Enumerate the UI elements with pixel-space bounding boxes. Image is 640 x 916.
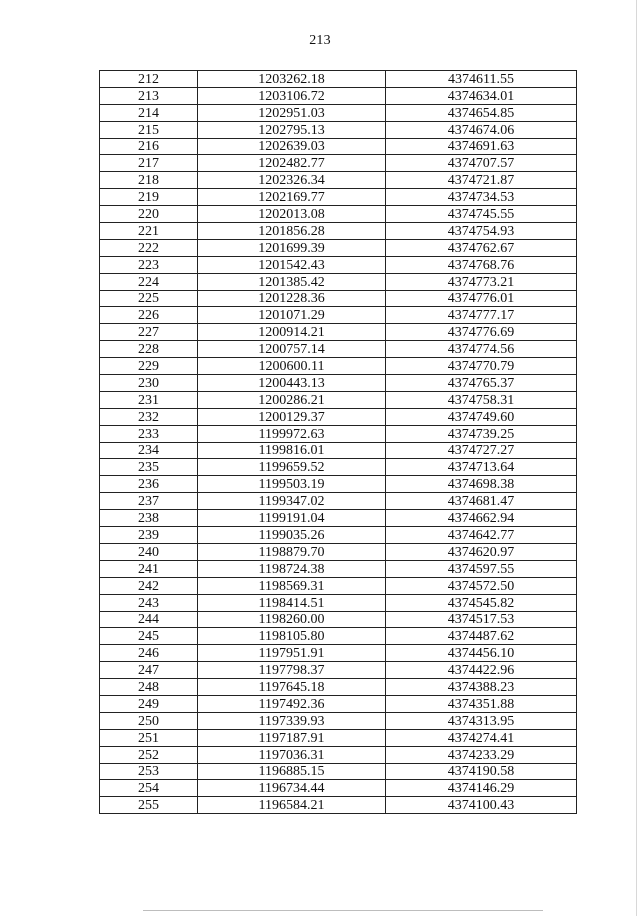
point-number-cell: 241 [100,560,198,577]
point-number-cell: 213 [100,87,198,104]
x-coordinate-cell: 1199816.01 [198,442,386,459]
point-number-cell: 215 [100,121,198,138]
x-coordinate-cell: 1202482.77 [198,155,386,172]
x-coordinate-cell: 1197339.93 [198,712,386,729]
x-coordinate-cell: 1203106.72 [198,87,386,104]
point-number-cell: 251 [100,729,198,746]
x-coordinate-cell: 1197492.36 [198,695,386,712]
table-row [100,459,577,476]
scan-bottom-edge [143,910,543,911]
x-coordinate-cell: 1202951.03 [198,104,386,121]
x-coordinate-cell: 1199503.19 [198,476,386,493]
table-row [100,341,577,358]
x-coordinate-cell: 1202326.34 [198,172,386,189]
y-coordinate-cell: 4374762.67 [386,239,577,256]
x-coordinate-cell: 1199035.26 [198,527,386,544]
point-number-cell: 253 [100,763,198,780]
point-number-cell: 224 [100,273,198,290]
point-number-cell: 232 [100,408,198,425]
point-number-cell: 244 [100,611,198,628]
table-row [100,189,577,206]
x-coordinate-cell: 1199972.63 [198,425,386,442]
y-coordinate-cell: 4374707.57 [386,155,577,172]
table-row [100,358,577,375]
x-coordinate-cell: 1200600.11 [198,358,386,375]
x-coordinate-cell: 1198569.31 [198,577,386,594]
y-coordinate-cell: 4374754.93 [386,223,577,240]
y-coordinate-cell: 4374768.76 [386,256,577,273]
coordinates-table [99,70,577,814]
point-number-cell: 243 [100,594,198,611]
point-number-cell: 250 [100,712,198,729]
point-number-cell: 255 [100,797,198,814]
y-coordinate-cell: 4374739.25 [386,425,577,442]
y-coordinate-cell: 4374572.50 [386,577,577,594]
x-coordinate-cell: 1198260.00 [198,611,386,628]
table-row [100,662,577,679]
x-coordinate-cell: 1200286.21 [198,391,386,408]
x-coordinate-cell: 1201856.28 [198,223,386,240]
y-coordinate-cell: 4374456.10 [386,645,577,662]
table-row [100,442,577,459]
table-row [100,273,577,290]
page-number: 213 [309,33,331,48]
y-coordinate-cell: 4374190.58 [386,763,577,780]
x-coordinate-cell: 1202639.03 [198,138,386,155]
table-row [100,408,577,425]
y-coordinate-cell: 4374611.55 [386,71,577,88]
y-coordinate-cell: 4374777.17 [386,307,577,324]
point-number-cell: 237 [100,493,198,510]
y-coordinate-cell: 4374487.62 [386,628,577,645]
x-coordinate-cell: 1198414.51 [198,594,386,611]
y-coordinate-cell: 4374642.77 [386,527,577,544]
table-row [100,645,577,662]
y-coordinate-cell: 4374734.53 [386,189,577,206]
x-coordinate-cell: 1198105.80 [198,628,386,645]
point-number-cell: 228 [100,341,198,358]
point-number-cell: 225 [100,290,198,307]
table-row [100,560,577,577]
point-number-cell: 227 [100,324,198,341]
x-coordinate-cell: 1201542.43 [198,256,386,273]
table-row [100,577,577,594]
point-number-cell: 245 [100,628,198,645]
x-coordinate-cell: 1197187.91 [198,729,386,746]
point-number-cell: 216 [100,138,198,155]
y-coordinate-cell: 4374776.01 [386,290,577,307]
x-coordinate-cell: 1202795.13 [198,121,386,138]
point-number-cell: 226 [100,307,198,324]
point-number-cell: 214 [100,104,198,121]
x-coordinate-cell: 1201385.42 [198,273,386,290]
x-coordinate-cell: 1197036.31 [198,746,386,763]
y-coordinate-cell: 4374776.69 [386,324,577,341]
y-coordinate-cell: 4374765.37 [386,375,577,392]
y-coordinate-cell: 4374517.53 [386,611,577,628]
table-row [100,476,577,493]
point-number-cell: 221 [100,223,198,240]
x-coordinate-cell: 1199347.02 [198,493,386,510]
x-coordinate-cell: 1203262.18 [198,71,386,88]
table-row [100,729,577,746]
point-number-cell: 234 [100,442,198,459]
table-row [100,493,577,510]
point-number-cell: 217 [100,155,198,172]
table-row [100,239,577,256]
x-coordinate-cell: 1201228.36 [198,290,386,307]
point-number-cell: 233 [100,425,198,442]
x-coordinate-cell: 1196885.15 [198,763,386,780]
table-row [100,527,577,544]
point-number-cell: 219 [100,189,198,206]
table-row [100,391,577,408]
y-coordinate-cell: 4374662.94 [386,510,577,527]
table-row [100,375,577,392]
point-number-cell: 247 [100,662,198,679]
table-row [100,611,577,628]
table-row [100,223,577,240]
table-row [100,628,577,645]
x-coordinate-cell: 1197645.18 [198,679,386,696]
table-row [100,695,577,712]
table-row [100,510,577,527]
point-number-cell: 248 [100,679,198,696]
x-coordinate-cell: 1200914.21 [198,324,386,341]
y-coordinate-cell: 4374721.87 [386,172,577,189]
point-number-cell: 254 [100,780,198,797]
y-coordinate-cell: 4374146.29 [386,780,577,797]
x-coordinate-cell: 1200757.14 [198,341,386,358]
y-coordinate-cell: 4374691.63 [386,138,577,155]
x-coordinate-cell: 1201071.29 [198,307,386,324]
y-coordinate-cell: 4374681.47 [386,493,577,510]
table-row [100,104,577,121]
y-coordinate-cell: 4374313.95 [386,712,577,729]
y-coordinate-cell: 4374713.64 [386,459,577,476]
point-number-cell: 230 [100,375,198,392]
point-number-cell: 212 [100,71,198,88]
point-number-cell: 220 [100,206,198,223]
point-number-cell: 231 [100,391,198,408]
table-row [100,594,577,611]
table-row [100,256,577,273]
table-row [100,763,577,780]
point-number-cell: 252 [100,746,198,763]
table-row [100,543,577,560]
y-coordinate-cell: 4374674.06 [386,121,577,138]
x-coordinate-cell: 1200443.13 [198,375,386,392]
x-coordinate-cell: 1202169.77 [198,189,386,206]
y-coordinate-cell: 4374233.29 [386,746,577,763]
table-row [100,425,577,442]
x-coordinate-cell: 1201699.39 [198,239,386,256]
table-row [100,206,577,223]
point-number-cell: 238 [100,510,198,527]
y-coordinate-cell: 4374545.82 [386,594,577,611]
x-coordinate-cell: 1199191.04 [198,510,386,527]
table-row [100,155,577,172]
y-coordinate-cell: 4374745.55 [386,206,577,223]
point-number-cell: 222 [100,239,198,256]
table-row [100,780,577,797]
y-coordinate-cell: 4374422.96 [386,662,577,679]
y-coordinate-cell: 4374100.43 [386,797,577,814]
x-coordinate-cell: 1202013.08 [198,206,386,223]
y-coordinate-cell: 4374774.56 [386,341,577,358]
y-coordinate-cell: 4374388.23 [386,679,577,696]
table-row [100,138,577,155]
point-number-cell: 229 [100,358,198,375]
point-number-cell: 240 [100,543,198,560]
y-coordinate-cell: 4374597.55 [386,560,577,577]
point-number-cell: 223 [100,256,198,273]
point-number-cell: 236 [100,476,198,493]
x-coordinate-cell: 1196734.44 [198,780,386,797]
table-row [100,324,577,341]
y-coordinate-cell: 4374773.21 [386,273,577,290]
y-coordinate-cell: 4374698.38 [386,476,577,493]
x-coordinate-cell: 1198879.70 [198,543,386,560]
y-coordinate-cell: 4374654.85 [386,104,577,121]
table-row [100,679,577,696]
y-coordinate-cell: 4374749.60 [386,408,577,425]
point-number-cell: 249 [100,695,198,712]
y-coordinate-cell: 4374620.97 [386,543,577,560]
y-coordinate-cell: 4374274.41 [386,729,577,746]
point-number-cell: 242 [100,577,198,594]
y-coordinate-cell: 4374770.79 [386,358,577,375]
point-number-cell: 239 [100,527,198,544]
scan-right-edge [636,0,637,916]
table-row [100,121,577,138]
y-coordinate-cell: 4374351.88 [386,695,577,712]
y-coordinate-cell: 4374727.27 [386,442,577,459]
y-coordinate-cell: 4374758.31 [386,391,577,408]
x-coordinate-cell: 1197951.91 [198,645,386,662]
point-number-cell: 246 [100,645,198,662]
table-row [100,71,577,88]
table-row [100,746,577,763]
y-coordinate-cell: 4374634.01 [386,87,577,104]
x-coordinate-cell: 1199659.52 [198,459,386,476]
table-row [100,87,577,104]
coordinates-table-body [100,71,577,814]
table-row [100,797,577,814]
point-number-cell: 218 [100,172,198,189]
point-number-cell: 235 [100,459,198,476]
table-row [100,307,577,324]
x-coordinate-cell: 1196584.21 [198,797,386,814]
x-coordinate-cell: 1197798.37 [198,662,386,679]
table-row [100,290,577,307]
table-row [100,172,577,189]
x-coordinate-cell: 1198724.38 [198,560,386,577]
table-row [100,712,577,729]
x-coordinate-cell: 1200129.37 [198,408,386,425]
